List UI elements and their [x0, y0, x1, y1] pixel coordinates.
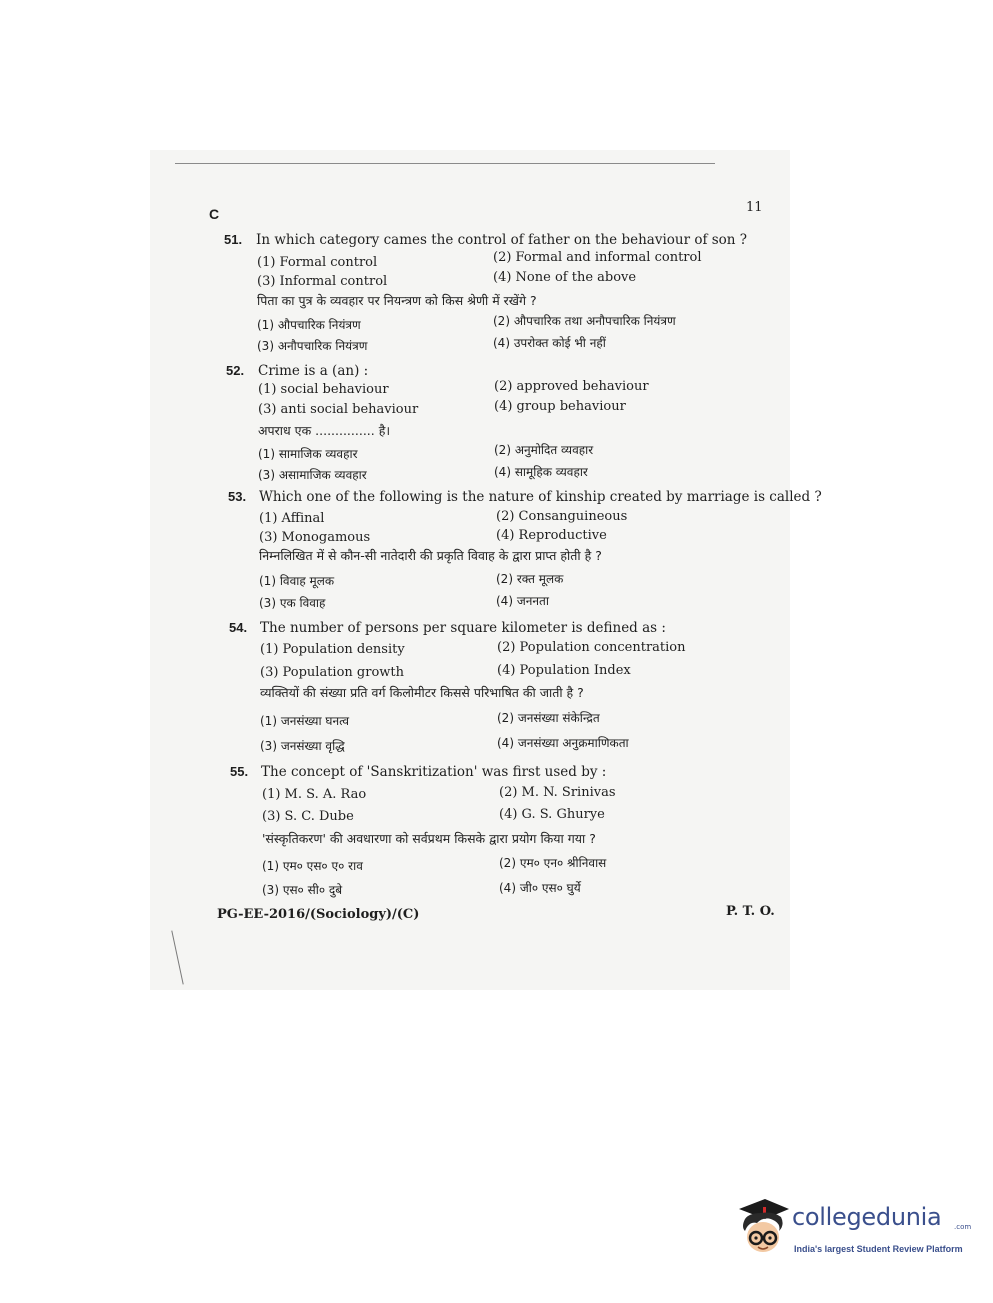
option-3-hindi: (3) जनसंख्या वृद्धि — [260, 739, 345, 753]
option-4-hindi: (4) उपरोक्त कोई भी नहीं — [493, 336, 606, 350]
option-2-hindi: (2) औपचारिक तथा अनौपचारिक नियंत्रण — [493, 314, 676, 328]
collegedunia-watermark — [735, 1195, 972, 1265]
paper-code: PG-EE-2016/(Sociology)/(C) — [217, 907, 420, 922]
option-4-hindi: (4) जी० एस० घुर्ये — [499, 881, 581, 895]
option-1: (1) Formal control — [257, 255, 378, 270]
option-2: (2) M. N. Srinivas — [499, 785, 616, 800]
option-3-hindi: (3) एस० सी० दुबे — [262, 883, 343, 897]
header-rule — [175, 163, 715, 164]
question-number: 51. — [224, 232, 243, 247]
option-1-hindi: (1) विवाह मूलक — [259, 574, 335, 588]
brand-tagline: India's largest Student Review Platform — [794, 1244, 963, 1254]
brand-name: collegedunia — [792, 1203, 942, 1231]
option-4: (4) None of the above — [493, 270, 637, 285]
option-1: (1) M. S. A. Rao — [262, 787, 367, 802]
question-text-hindi: अपराध एक ............... है। — [258, 423, 391, 438]
option-3: (3) S. C. Dube — [262, 809, 354, 824]
option-4-hindi: (4) जननता — [496, 594, 549, 608]
question-text: In which category cames the control of father on the behaviour of son ? — [256, 232, 748, 248]
option-1-hindi: (1) जनसंख्या घनत्व — [260, 714, 349, 728]
option-4-hindi: (4) सामूहिक व्यवहार — [494, 465, 588, 479]
option-3: (3) Informal control — [257, 274, 388, 289]
option-2-hindi: (2) जनसंख्या संकेन्द्रित — [497, 711, 600, 725]
option-1-hindi: (1) एम० एस० ए० राव — [262, 859, 363, 873]
option-1-hindi: (1) सामाजिक व्यवहार — [258, 447, 358, 461]
option-4: (4) group behaviour — [494, 399, 626, 414]
question-number: 52. — [226, 363, 245, 378]
option-2: (2) Formal and informal control — [493, 250, 702, 265]
option-1: (1) social behaviour — [258, 382, 389, 397]
option-3: (3) Monogamous — [259, 530, 371, 545]
option-4: (4) Population Index — [497, 663, 631, 678]
option-3: (3) Population growth — [260, 665, 404, 680]
option-3-hindi: (3) एक विवाह — [259, 596, 326, 610]
option-2: (2) approved behaviour — [494, 379, 649, 394]
option-2-hindi: (2) रक्त मूलक — [496, 572, 564, 586]
series-letter: C — [209, 206, 220, 222]
question-number: 55. — [230, 764, 249, 779]
question-text: Which one of the following is the nature of kinship created by marriage is called ? — [259, 489, 822, 505]
option-4-hindi: (4) जनसंख्या अनुक्रमाणिकता — [497, 736, 629, 750]
option-1-hindi: (1) औपचारिक नियंत्रण — [257, 318, 361, 332]
option-3-hindi: (3) असामाजिक व्यवहार — [258, 468, 367, 482]
brand-suffix: .com — [954, 1223, 972, 1231]
student-mascot-icon — [735, 1197, 791, 1265]
option-1: (1) Population density — [260, 642, 405, 657]
please-turn-over: P. T. O. — [726, 904, 775, 919]
option-2-hindi: (2) एम० एन० श्रीनिवास — [499, 856, 607, 870]
question-text-hindi: पिता का पुत्र के व्यवहार पर नियन्त्रण को किस श्रेणी में रखेंगे ? — [257, 293, 537, 308]
option-3-hindi: (3) अनौपचारिक नियंत्रण — [257, 339, 368, 353]
option-4: (4) Reproductive — [496, 528, 607, 543]
option-2: (2) Population concentration — [497, 640, 686, 655]
option-2: (2) Consanguineous — [496, 509, 628, 524]
question-text-hindi: 'संस्कृतिकरण' की अवधारणा को सर्वप्रथम किसके द्वारा प्रयोग किया गया ? — [262, 831, 596, 846]
question-text: The concept of 'Sanskritization' was first used by : — [261, 764, 607, 780]
question-text: The number of persons per square kilometer is defined as : — [260, 620, 666, 636]
question-text-hindi: व्यक्तियों की संख्या प्रति वर्ग किलोमीटर किससे परिभाषित की जाती है ? — [260, 685, 584, 700]
page-number: 11 — [746, 200, 763, 215]
option-3: (3) anti social behaviour — [258, 402, 419, 417]
question-number: 53. — [228, 489, 247, 504]
option-4: (4) G. S. Ghurye — [499, 807, 605, 822]
question-text-hindi: निम्नलिखित में से कौन-सी नातेदारी की प्रकृति विवाह के द्वारा प्राप्त होती है ? — [259, 548, 602, 563]
scanned-page — [150, 150, 790, 990]
option-1: (1) Affinal — [259, 511, 325, 526]
question-text: Crime is a (an) : — [258, 363, 369, 379]
question-number: 54. — [229, 620, 248, 635]
option-2-hindi: (2) अनुमोदित व्यवहार — [494, 443, 594, 457]
